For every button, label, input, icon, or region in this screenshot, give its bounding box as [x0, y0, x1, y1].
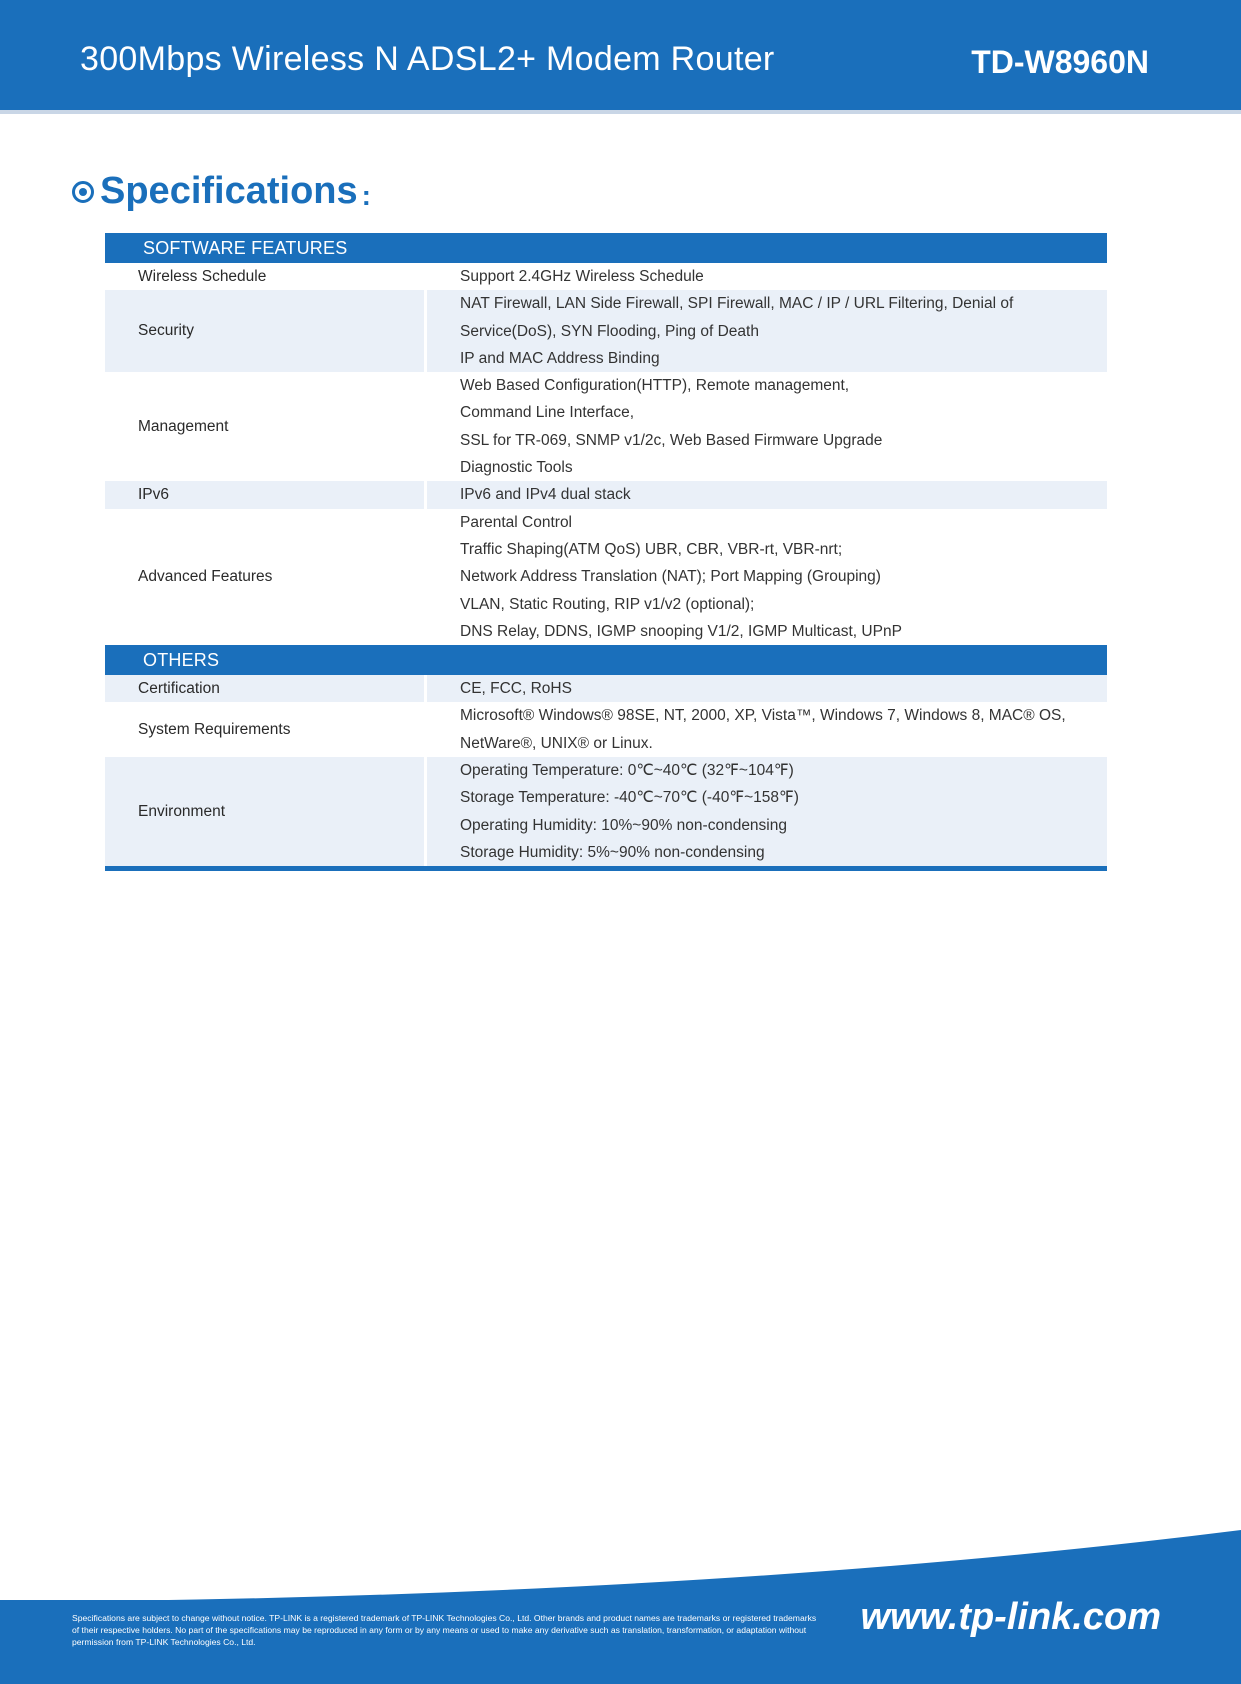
header-band	[0, 0, 1241, 110]
value-line: Storage Temperature: -40℃~70℃ (-40℉~158℉)	[460, 789, 799, 807]
footer-swoosh	[0, 1520, 1241, 1604]
value-line: Microsoft® Windows® 98SE, NT, 2000, XP, Vista™, Windows 7, Windows 8, MAC® OS,	[460, 707, 1066, 725]
row-value	[427, 675, 1107, 702]
value-line: CE, FCC, RoHS	[460, 680, 572, 698]
row-value	[427, 481, 1107, 508]
table-row-advanced-features	[105, 509, 1107, 645]
value-line: NetWare®, UNIX® or Linux.	[460, 734, 653, 752]
website-link[interactable]: www.tp-link.com	[860, 1596, 1161, 1638]
row-value	[427, 372, 1107, 481]
table-row-wireless-schedule	[105, 263, 1107, 290]
product-title: 300Mbps Wireless N ADSL2+ Modem Router	[80, 40, 775, 78]
row-label: IPv6	[105, 481, 427, 508]
section-header-others: OTHERS	[105, 645, 1107, 675]
value-line: Support 2.4GHz Wireless Schedule	[460, 268, 704, 285]
row-label: Advanced Features	[105, 509, 427, 645]
specifications-table	[105, 233, 1107, 871]
value-line: Operating Temperature: 0℃~40℃ (32℉~104℉)	[460, 762, 794, 780]
value-line: Service(DoS), SYN Flooding, Ping of Death	[460, 322, 759, 340]
specifications-colon: :	[361, 179, 371, 211]
table-row-security	[105, 290, 1107, 372]
row-value	[427, 702, 1107, 757]
value-line: Operating Humidity: 10%~90% non-condensing	[460, 816, 787, 834]
row-value	[427, 757, 1107, 866]
table-row-certification	[105, 675, 1107, 702]
table-row-ipv6	[105, 481, 1107, 508]
table-row-environment	[105, 757, 1107, 866]
specifications-title: Specifications	[100, 170, 358, 212]
row-label: Management	[105, 372, 427, 481]
value-line: Parental Control	[460, 513, 573, 531]
value-line: DNS Relay, DDNS, IGMP snooping V1/2, IGMP Multicast, UPnP	[460, 622, 902, 640]
row-value	[427, 290, 1107, 372]
value-line: Network Address Translation (NAT); Port Mapping (Grouping)	[460, 568, 881, 586]
section-header-software-features: SOFTWARE FEATURES	[105, 233, 1107, 263]
value-line: Web Based Configuration(HTTP), Remote management,	[460, 377, 850, 395]
value-line: IPv6 and IPv4 dual stack	[460, 486, 631, 504]
footer-disclaimer: Specifications are subject to change without notice. TP-LINK is a registered trademark of TP-LINK Technologies Co., Ltd. Other brands and product names are trademarks or registered trademarks of their respective holders. No part of the specifications may be reproduced in any form or by any means or used to make any derivative such as translation, transformation, or adaptation without permission from TP-LINK Technologies Co., Ltd.	[72, 1613, 817, 1647]
model-number: TD-W8960N	[971, 44, 1149, 80]
value-line: Command Line Interface,	[460, 404, 635, 422]
specifications-heading	[72, 170, 371, 213]
row-label: Environment	[105, 757, 427, 866]
value-line: NAT Firewall, LAN Side Firewall, SPI Firewall, MAC / IP / URL Filtering, Denial of	[460, 295, 1014, 313]
bullet-circle-icon	[72, 181, 94, 203]
table-row-management	[105, 372, 1107, 481]
value-line: IP and MAC Address Binding	[460, 349, 660, 367]
table-bottom-rule	[105, 866, 1107, 871]
row-label: Certification	[105, 675, 427, 702]
value-line: SSL for TR-069, SNMP v1/2c, Web Based Firmware Upgrade	[460, 431, 883, 449]
row-label: Wireless Schedule	[105, 263, 427, 290]
value-line: VLAN, Static Routing, RIP v1/v2 (optional);	[460, 595, 755, 613]
table-row-system-requirements	[105, 702, 1107, 757]
row-value	[427, 263, 1107, 290]
value-line: Traffic Shaping(ATM QoS) UBR, CBR, VBR-rt, VBR-nrt;	[460, 540, 843, 558]
value-line: Diagnostic Tools	[460, 459, 573, 477]
row-label: Security	[105, 290, 427, 372]
header-divider	[0, 110, 1241, 114]
row-value	[427, 509, 1107, 645]
value-line: Storage Humidity: 5%~90% non-condensing	[460, 843, 765, 861]
row-label: System Requirements	[105, 702, 427, 757]
